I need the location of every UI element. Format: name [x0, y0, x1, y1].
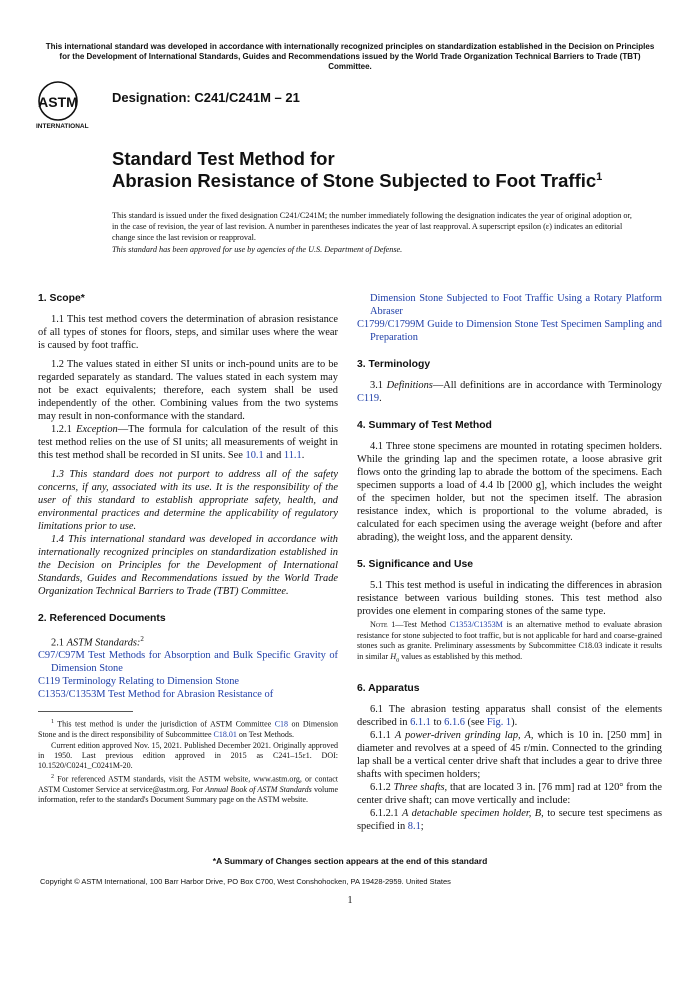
note-1 — [357, 620, 662, 666]
text: —All definitions are in accordance with Terminology — [432, 380, 662, 391]
text: —The formula for calculation of the result of this test method relies on the use of SI units; all measurements of weight in this test method shall be recorded in SI units. See — [38, 424, 338, 461]
text: ). — [511, 716, 518, 728]
para-2-1 — [38, 633, 338, 649]
link-6-1-6[interactable]: 6.1.6 — [444, 716, 465, 728]
link-6-1-1[interactable]: 6.1.1 — [410, 716, 431, 728]
text: . — [379, 393, 382, 404]
text: A detachable specimen holder, B, — [402, 807, 544, 819]
ref-text: Dimension Stone Subjected to Foot Traffic Using a Rotary Platform Abraser — [370, 293, 662, 317]
title-footnote-mark: 1 — [596, 170, 603, 183]
num: 6.1.1 — [370, 729, 395, 741]
issued-note: This standard is issued under the fixed designation C241/C241M; the number immediately following the designation indicates the year of original adoption or, in the case of revision, the year of last revision. A number in parentheses indicates the year of last reapproval. A superscript epsilon (ε) indicates an editorial change since the last revision or reapproval. — [112, 211, 632, 242]
text: values as established by this method. — [399, 651, 523, 661]
ref-text: Guide to Dimension Stone Test Specimen Sampling and Preparation — [370, 319, 662, 343]
exception-label: Exception — [76, 424, 118, 435]
num: 3.1 — [370, 380, 387, 391]
designation: Designation: C241/C241M – 21 — [112, 90, 300, 105]
text: —Test Method — [395, 620, 450, 629]
text: Annual Book of ASTM Standards — [205, 784, 312, 794]
section-1-heading: 1. Scope* — [38, 293, 85, 304]
text: to — [430, 716, 445, 728]
text: For referenced ASTM standards, visit the ASTM website, www.astm.org, or contact ASTM Customer Service at service@astm.org. For — [38, 774, 338, 794]
ref-link[interactable]: C97/C97M — [38, 650, 85, 662]
para-1-2: 1.2 The values stated in either SI units or inch-pound units are to be regarded separately as standard. The values stated in each system may not be exact equivalents; therefore, each system shall be used independently of the other. Combining values from the two systems may result in non-conformance with the standard. — [38, 359, 338, 422]
para-1-4: 1.4 This international standard was developed in accordance with internationally recognized principles on standardization established in the Decision on Principles for the Development of International Standards, Guides and Recommendations issued by the World Trade Organization Technical Barriers to Trade (TBT) Committee. — [38, 534, 338, 597]
para-6-1-2-1 — [357, 807, 662, 833]
num: 6.1.2 — [370, 781, 394, 793]
title-main: Abrasion Resistance of Stone Subjected to Foot Traffic — [112, 170, 597, 191]
text: on Test Methods. — [236, 730, 294, 740]
text: 6.1 The abrasion testing apparatus shall consist of the elements described in — [357, 703, 662, 728]
top-notice: This international standard was developed in accordance with internationally recognized principles on standardization established in the Decision on Principles for the Development of International Standards, Guides and Recommendations issued by the World Trade Organization Technical Barriers to Trade (TBT) Committee. — [45, 42, 655, 71]
para-1-2-1 — [38, 423, 338, 462]
text: A power-driven grinding lap, A, — [394, 729, 534, 741]
text: H — [390, 651, 397, 661]
para-6-1-2 — [357, 781, 662, 807]
footnote-mark: 2 — [140, 635, 144, 643]
num: 6.1.2.1 — [370, 807, 403, 819]
definitions-label: Definitions — [386, 380, 433, 391]
link-fig-1[interactable]: Fig. 1 — [486, 716, 512, 728]
link-c1353[interactable]: C1353/C1353M — [449, 620, 503, 629]
ref-link[interactable]: C119 — [38, 676, 61, 688]
text: (see — [464, 716, 487, 728]
ref-text: Test Methods for Absorption and Bulk Specific Gravity of Dimension Stone — [51, 650, 338, 675]
footnote-2 — [38, 772, 338, 806]
ref-item — [357, 318, 662, 344]
astm-logo — [33, 80, 103, 130]
para-4-1: 4.1 Three stone specimens are mounted in rotating specimen holders. While the grinding lap and the specimen rotate, a loose abrasive grit flows onto the grinding lap to abrade the bottom of the specimens. Each specimen supports a load of 4.4 lb [2000 g], which includes the weight of the specimen holder, but not the specimen itself. The abrasion resistance index, which is proportional to the volume abraded, is calculated for each specimen using the average weight (before and after abrading), the weight loss, and the apparent density. — [357, 441, 662, 543]
text: . — [301, 450, 305, 461]
link-c18[interactable]: C18 — [274, 720, 289, 730]
link-c119[interactable]: C119 — [357, 393, 380, 404]
logo-sub: INTERNATIONAL — [36, 123, 89, 130]
text: ; — [420, 820, 424, 832]
section-6-heading: 6. Apparatus — [357, 682, 420, 694]
section-5-heading: 5. Significance and Use — [357, 559, 474, 570]
text: to secure test specimens as specified in — [357, 807, 662, 832]
astm-standards-label: ASTM Standards: — [66, 637, 141, 649]
ref-text: Test Method for Abrasion Resistance of — [105, 689, 274, 701]
ref-link[interactable]: C1353/C1353M — [38, 689, 106, 701]
ref-item — [38, 675, 338, 688]
num: 2.1 — [51, 637, 67, 649]
right-column — [357, 292, 662, 833]
page-number: 1 — [347, 895, 353, 906]
section-4-heading: 4. Summary of Test Method — [357, 420, 492, 431]
footnote-1 — [38, 717, 338, 740]
fn-mark: 1 — [51, 719, 54, 726]
footnote-1-edition: Current edition approved Nov. 15, 2021. Published December 2021. Originally approved in 1950. Last previous edition approved in 2015 as C241–15ε1. DOI: 10.1520/C0241_C0241M-20. — [38, 740, 338, 771]
note-label: Note 1 — [370, 620, 396, 629]
text: on Dimension Stone and is the direct responsibility of Subcommittee — [38, 720, 339, 740]
para-6-1 — [357, 703, 662, 729]
text: This test method is under the jurisdiction of ASTM Committee — [54, 720, 275, 730]
para-3-1 — [357, 379, 662, 405]
footnote-divider — [38, 711, 133, 712]
text: is an alternative method to evaluate abrasion resistance for stone subjected to foot traffic, but is not applicable for hard and coarse-grained stones such as granite. Preliminary assessments by Subcommittee C18.03 indicate it results in similar — [357, 620, 662, 661]
summary-of-changes-note: *A Summary of Changes section appears at the end of this standard — [212, 856, 488, 866]
ref-item — [38, 688, 338, 701]
link-c18-01[interactable]: C18.01 — [213, 730, 237, 740]
page-title — [112, 148, 602, 192]
link-11-1[interactable]: 11.1 — [283, 450, 302, 461]
logo-mark: ASTM — [38, 94, 78, 110]
link-8-1[interactable]: 8.1 — [407, 820, 421, 832]
text: Three shafts, — [393, 781, 448, 793]
num: 1.2.1 — [51, 424, 77, 435]
link-10-1[interactable]: 10.1 — [245, 450, 264, 461]
section-3-heading: 3. Terminology — [357, 359, 431, 370]
copyright: Copyright © ASTM International, 100 Barr Harbor Drive, PO Box C700, West Conshohocken, PA 19428-2959. United States — [40, 877, 451, 886]
text: and — [263, 450, 284, 461]
para-5-1: 5.1 This test method is useful in indicating the differences in abrasion resistance between various building stones. This test method also provides one element in comparing stones of the same type. — [357, 580, 662, 617]
ref-continuation — [357, 292, 662, 318]
para-6-1-1 — [357, 729, 662, 781]
para-1-1: 1.1 This test method covers the determination of abrasion resistance of all types of stones for floors, steps, and similar uses where the wear is caused by foot traffic. — [38, 314, 338, 351]
text: volume information, refer to the standard's Document Summary page on the ASTM website. — [38, 784, 339, 804]
ref-link[interactable]: C1799/C1799M — [357, 319, 425, 330]
left-column — [38, 292, 338, 805]
title-line-2 — [112, 170, 602, 192]
para-1-3: 1.3 This standard does not purport to address all of the safety concerns, if any, associated with its use. It is the responsibility of the user of this standard to establish appropriate safety, health, and environmental practices and determine the applicability of regulatory limitations prior to use. — [38, 469, 338, 532]
title-line-1: Standard Test Method for — [112, 148, 335, 169]
section-2-heading: 2. Referenced Documents — [38, 613, 166, 624]
text: that are located 3 in. [76 mm] rad at 120° from the center drive shaft; can move vertically and include: — [357, 781, 662, 806]
fn-mark: 2 — [51, 773, 54, 780]
text: a — [396, 657, 400, 664]
ref-text: Terminology Relating to Dimension Stone — [60, 676, 240, 688]
text: which is 10 in. [250 mm] in diameter and revolves at a speed of 45 r/min. Connected to the grinding lap shall be a vertical center drive shaft that includes a gear to drive three shafts with specimen holders; — [357, 729, 662, 780]
ref-item — [38, 649, 338, 675]
approved-note: This standard has been approved for use by agencies of the U.S. Department of Defense. — [112, 245, 403, 254]
